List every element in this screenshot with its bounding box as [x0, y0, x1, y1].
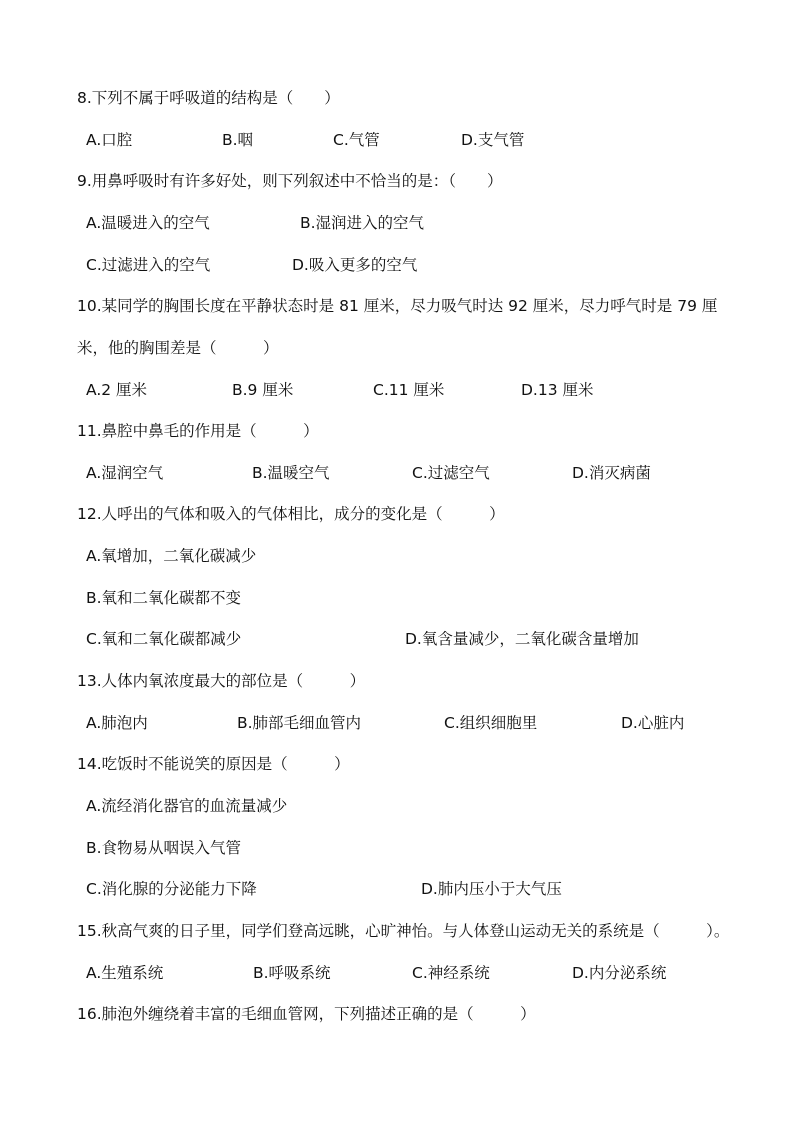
question-10-stem-line2: 米，他的胸围差是（ ） — [77, 339, 279, 357]
option-d: D.肺内压小于大气压 — [421, 880, 562, 898]
option-a: A.生殖系统 — [86, 964, 164, 982]
option-c: C.神经系统 — [412, 964, 490, 982]
option-b: B.食物易从咽误入气管 — [86, 839, 242, 857]
option-c: C.氧和二氧化碳都减少 — [86, 630, 242, 648]
question-8-stem: 8.下列不属于呼吸道的结构是（ ） — [77, 89, 340, 107]
option-c: C.11 厘米 — [373, 381, 445, 399]
option-b: B.湿润进入的空气 — [300, 214, 425, 232]
option-a: A.氧增加，二氧化碳减少 — [86, 547, 257, 565]
option-d: D.内分泌系统 — [572, 964, 667, 982]
question-9-stem: 9.用鼻呼吸时有许多好处，则下列叙述中不恰当的是：（ ） — [77, 172, 503, 190]
option-b: B.9 厘米 — [232, 381, 294, 399]
option-d: D.氧含量减少，二氧化碳含量增加 — [405, 630, 639, 648]
option-c: C.组织细胞里 — [444, 714, 538, 732]
question-16-stem: 16.肺泡外缠绕着丰富的毛细血管网，下列描述正确的是（ ） — [77, 1005, 536, 1023]
option-a: A.肺泡内 — [86, 714, 148, 732]
option-b: B.肺部毛细血管内 — [237, 714, 362, 732]
option-c: C.气管 — [333, 131, 380, 149]
option-c: C.过滤进入的空气 — [86, 256, 211, 274]
option-b: B.呼吸系统 — [253, 964, 331, 982]
option-d: D.13 厘米 — [521, 381, 594, 399]
option-b: B.氧和二氧化碳都不变 — [86, 589, 242, 607]
option-d: D.消灭病菌 — [572, 464, 651, 482]
question-14-stem: 14.吃饭时不能说笑的原因是（ ） — [77, 755, 350, 773]
question-10-stem-line1: 10.某同学的胸围长度在平静状态时是 81 厘米，尽力吸气时达 92 厘米，尽力呼气时是 79 厘 — [77, 297, 718, 315]
question-13-stem: 13.人体内氧浓度最大的部位是（ ） — [77, 672, 366, 690]
option-c: C.过滤空气 — [412, 464, 490, 482]
option-b: B.温暖空气 — [252, 464, 330, 482]
question-12-stem: 12.人呼出的气体和吸入的气体相比，成分的变化是（ ） — [77, 505, 505, 523]
option-d: D.支气管 — [461, 131, 525, 149]
option-a: A.温暖进入的空气 — [86, 214, 210, 232]
option-c: C.消化腺的分泌能力下降 — [86, 880, 257, 898]
question-15-stem: 15.秋高气爽的日子里，同学们登高远眺，心旷神怡。与人体登山运动无关的系统是（ ）。 — [77, 922, 730, 940]
option-b: B.咽 — [222, 131, 254, 149]
option-d: D.吸入更多的空气 — [292, 256, 418, 274]
option-a: A.口腔 — [86, 131, 133, 149]
option-d: D.心脏内 — [621, 714, 685, 732]
option-a: A.流经消化器官的血流量减少 — [86, 797, 288, 815]
option-a: A.2 厘米 — [86, 381, 148, 399]
question-11-stem: 11.鼻腔中鼻毛的作用是（ ） — [77, 422, 319, 440]
option-a: A.湿润空气 — [86, 464, 164, 482]
